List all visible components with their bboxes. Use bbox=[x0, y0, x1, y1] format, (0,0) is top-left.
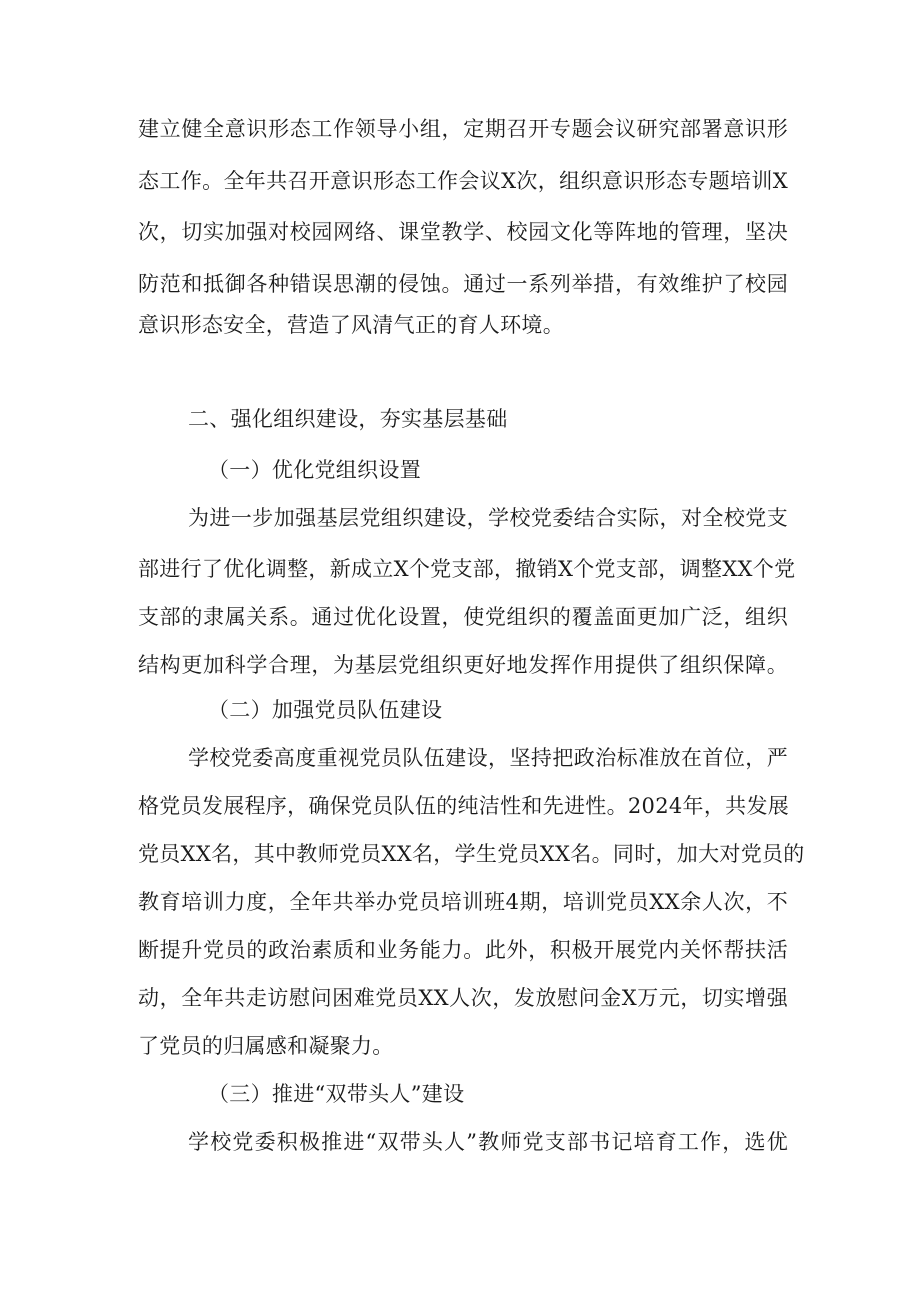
paragraph-line: 意识形态安全，营造了风清气正的育人环境。 bbox=[138, 313, 564, 337]
section-heading: 二、强化组织建设，夯实基层基础 bbox=[188, 407, 508, 431]
paragraph-line: 动，全年共走访慰问困难党员XX人次，发放慰问金X万元，切实增强 bbox=[138, 986, 788, 1010]
paragraph-line: 防范和抵御各种错误思潮的侵蚀。通过一系列举措，有效维护了校园 bbox=[138, 272, 788, 296]
paragraph-line: 次，切实加强对校园网络、课堂教学、校园文化等阵地的管理，坚决 bbox=[138, 220, 788, 244]
paragraph-line: 教育培训力度，全年共举办党员培训班4期，培训党员XX余人次，不 bbox=[138, 890, 788, 914]
paragraph-line: 学校党委积极推进“双带头人”教师党支部书记培育工作，选优 bbox=[188, 1130, 788, 1154]
paragraph-line: 支部的隶属关系。通过优化设置，使党组织的覆盖面更加广泛，组织 bbox=[138, 605, 788, 629]
paragraph-line: 为进一步加强基层党组织建设，学校党委结合实际，对全校党支 bbox=[188, 506, 788, 530]
paragraph-line: 建立健全意识形态工作领导小组，定期召开专题会议研究部署意识形 bbox=[138, 117, 788, 141]
subsection-heading: （二）加强党员队伍建设 bbox=[208, 698, 443, 722]
paragraph-line: 结构更加科学合理，为基层党组织更好地发挥作用提供了组织保障。 bbox=[138, 653, 788, 677]
subsection-heading: （一）优化党组织设置 bbox=[208, 458, 421, 482]
paragraph-line: 态工作。全年共召开意识形态工作会议X次，组织意识形态专题培训X bbox=[138, 169, 788, 193]
paragraph-line: 断提升党员的政治素质和业务能力。此外，积极开展党内关怀帮扶活 bbox=[138, 938, 788, 962]
paragraph-line: 格党员发展程序，确保党员队伍的纯洁性和先进性。2024年，共发展 bbox=[138, 794, 790, 818]
subsection-heading: （三）推进“双带头人”建设 bbox=[208, 1082, 465, 1106]
paragraph-line: 学校党委高度重视党员队伍建设，坚持把政治标准放在首位，严 bbox=[188, 746, 788, 770]
paragraph-line: 党员XX名，其中教师党员XX名，学生党员XX名。同时，加大对党员的 bbox=[138, 842, 805, 866]
paragraph-line: 了党员的归属感和凝聚力。 bbox=[138, 1034, 394, 1058]
paragraph-line: 部进行了优化调整，新成立X个党支部，撤销X个党支部，调整XX个党 bbox=[138, 557, 796, 581]
